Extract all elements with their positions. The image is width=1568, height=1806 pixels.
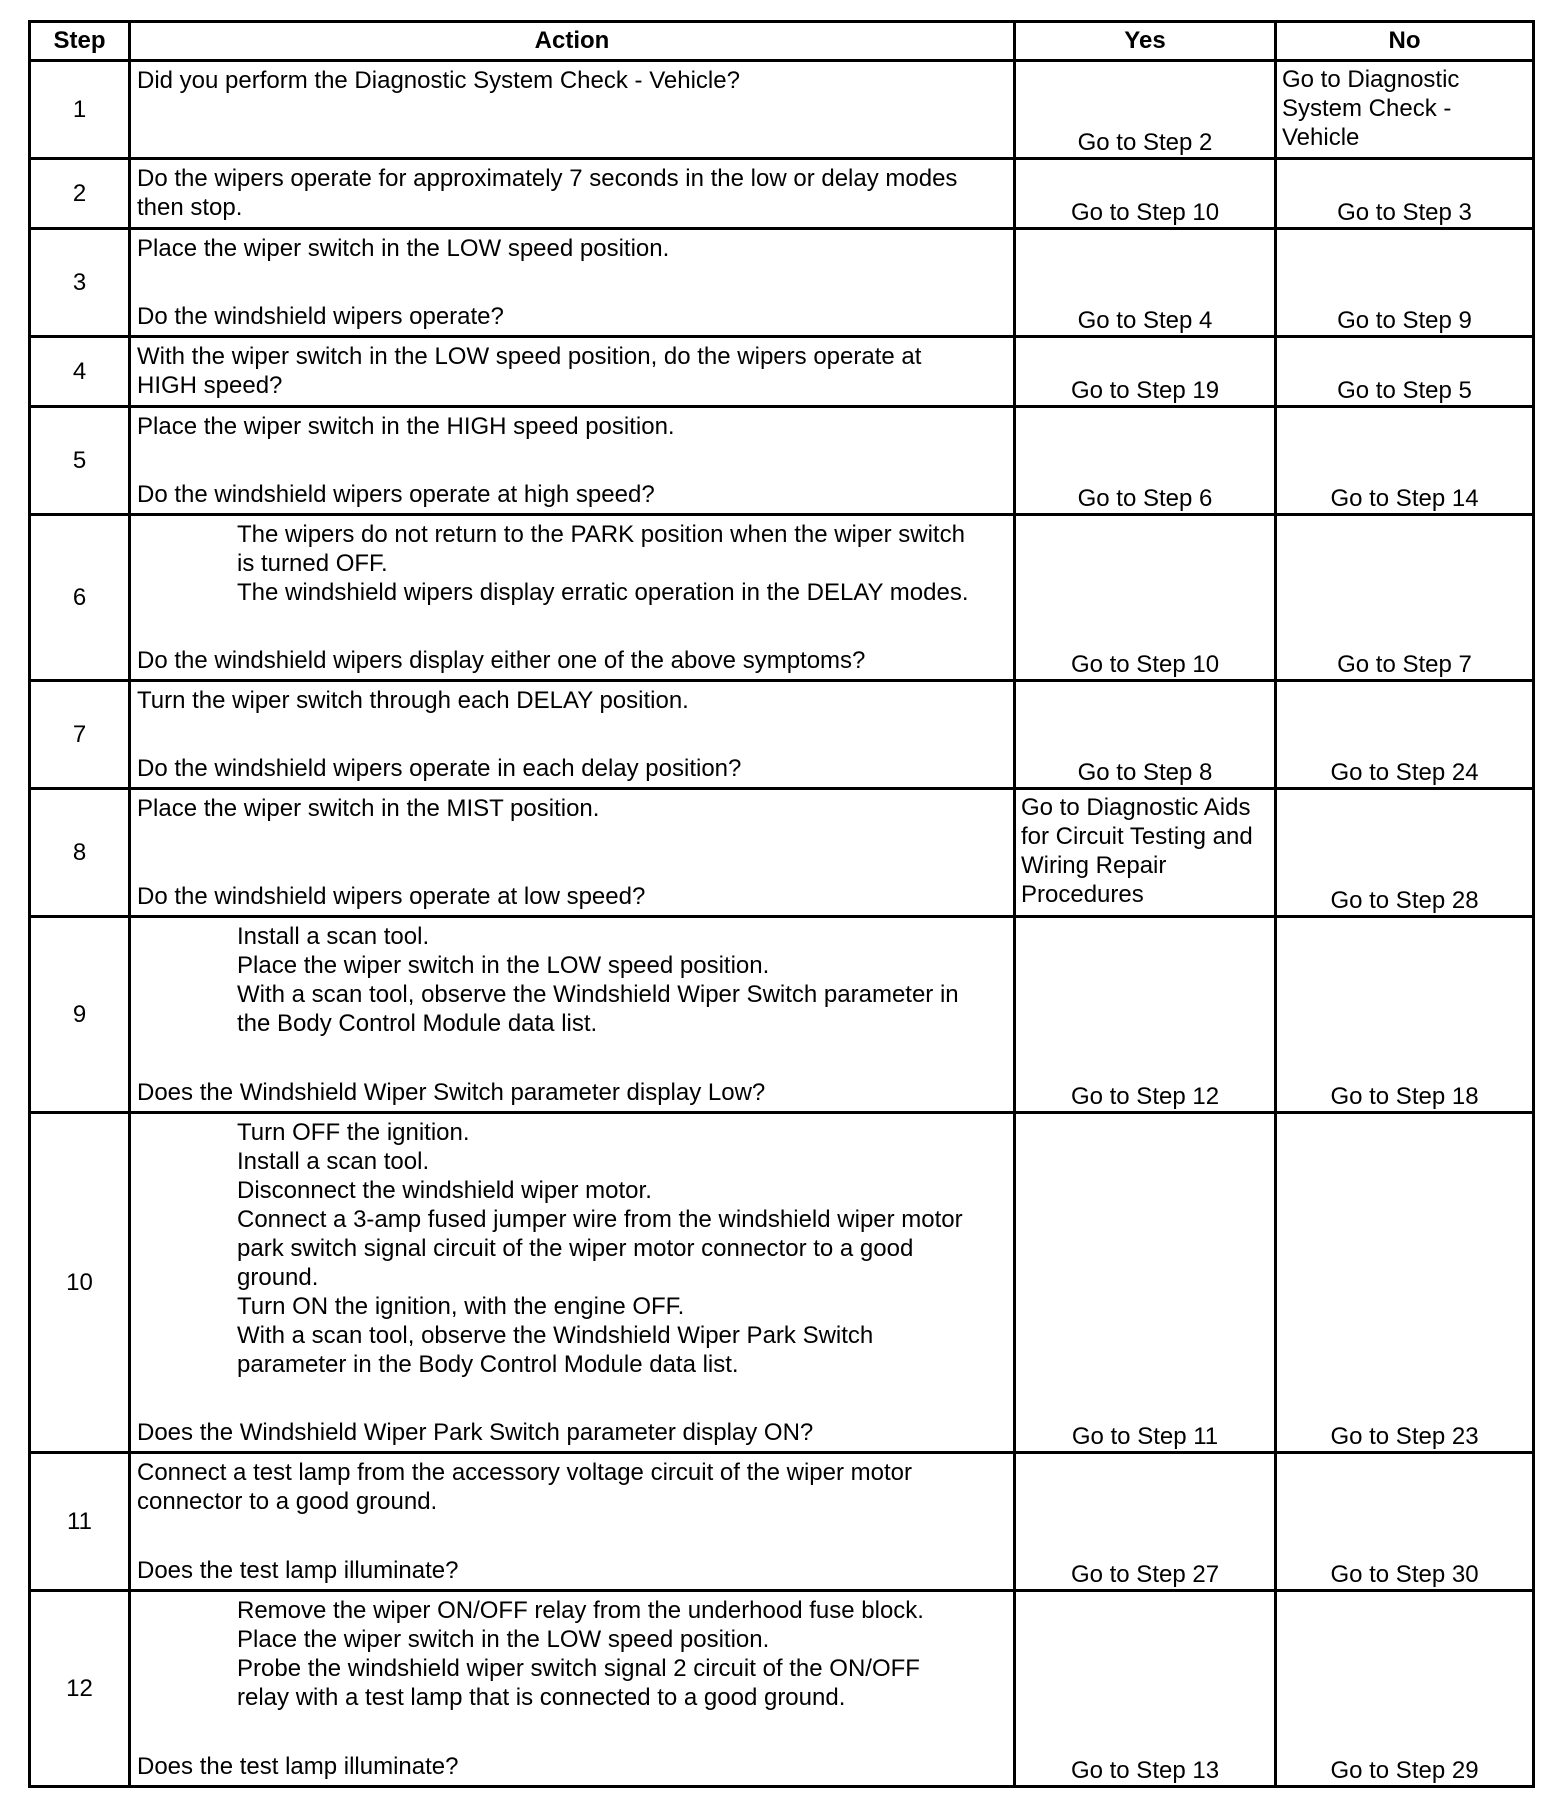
no-result: Go to Diagnostic System Check - Vehicle <box>1276 61 1534 159</box>
step-number: 5 <box>30 407 130 515</box>
action-question: Do the windshield wipers operate at low speed? <box>137 883 646 910</box>
action-cell <box>130 789 1015 917</box>
action-cell <box>130 917 1015 1113</box>
action-instructions <box>137 1458 1007 1516</box>
action-cell <box>130 229 1015 337</box>
action-question: Do the wipers operate for approximately 7 seconds in the low or delay modes then stop. <box>137 165 958 221</box>
table-row <box>30 407 1534 515</box>
no-result: Go to Step 24 <box>1276 681 1534 789</box>
instruction-line: Place the wiper switch in the HIGH speed position. <box>137 413 675 440</box>
instruction-line: Turn ON the ignition, with the engine OFF. <box>237 1293 685 1320</box>
instruction-line: Install a scan tool. <box>237 923 430 950</box>
header-step: Step <box>30 22 130 61</box>
action-question: Do the windshield wipers display either one of the above symptoms? <box>137 647 866 674</box>
action-cell <box>130 61 1015 159</box>
yes-result: Go to Step 2 <box>1015 61 1276 159</box>
action-cell <box>130 1453 1015 1591</box>
table-row <box>30 1591 1534 1787</box>
instruction-line: With a scan tool, observe the Windshield Wiper Park Switch parameter in the Body Control Module data list. <box>237 1322 874 1378</box>
action-cell <box>130 1591 1015 1787</box>
instruction-line: Connect a 3-amp fused jumper wire from the windshield wiper motor park switch signal circuit of the wiper motor connector to a good ground. <box>237 1206 963 1291</box>
action-question: Does the Windshield Wiper Switch parameter display Low? <box>137 1079 766 1106</box>
step-number: 11 <box>30 1453 130 1591</box>
table-row <box>30 1113 1534 1453</box>
action-cell <box>130 159 1015 229</box>
no-result: Go to Step 5 <box>1276 337 1534 407</box>
no-result: Go to Step 23 <box>1276 1113 1534 1453</box>
table-row <box>30 337 1534 407</box>
header-no: No <box>1276 22 1534 61</box>
action-question: Does the Windshield Wiper Park Switch parameter display ON? <box>137 1419 814 1446</box>
yes-result: Go to Step 10 <box>1015 159 1276 229</box>
action-instructions <box>137 412 1007 441</box>
step-number: 6 <box>30 515 130 681</box>
yes-result: Go to Step 10 <box>1015 515 1276 681</box>
action-instructions <box>137 1596 1007 1712</box>
action-question: Do the windshield wipers operate in each delay position? <box>137 755 742 782</box>
action-cell <box>130 515 1015 681</box>
table-row <box>30 789 1534 917</box>
action-question: Do the windshield wipers operate? <box>137 303 504 330</box>
yes-result: Go to Step 6 <box>1015 407 1276 515</box>
no-result: Go to Step 28 <box>1276 789 1534 917</box>
action-question: Do the windshield wipers operate at high speed? <box>137 481 655 508</box>
table-row <box>30 229 1534 337</box>
instruction-line: Connect a test lamp from the accessory voltage circuit of the wiper motor connector to a good ground. <box>137 1459 912 1515</box>
header-yes: Yes <box>1015 22 1276 61</box>
instruction-line: Turn OFF the ignition. <box>237 1119 470 1146</box>
instruction-line: Probe the windshield wiper switch signal 2 circuit of the ON/OFF relay with a test lamp that is connected to a good ground. <box>237 1655 920 1711</box>
yes-result: Go to Step 4 <box>1015 229 1276 337</box>
table-row <box>30 159 1534 229</box>
action-instructions <box>137 794 1007 823</box>
instruction-line: The windshield wipers display erratic operation in the DELAY modes. <box>237 579 969 606</box>
instruction-line: Place the wiper switch in the LOW speed position. <box>237 1626 770 1653</box>
yes-result: Go to Step 27 <box>1015 1453 1276 1591</box>
instruction-line: Disconnect the windshield wiper motor. <box>237 1177 652 1204</box>
action-question: Does the test lamp illuminate? <box>137 1753 459 1780</box>
action-cell <box>130 337 1015 407</box>
action-instructions <box>137 922 1007 1038</box>
step-number: 10 <box>30 1113 130 1453</box>
no-result: Go to Step 18 <box>1276 917 1534 1113</box>
no-result: Go to Step 14 <box>1276 407 1534 515</box>
yes-result: Go to Step 19 <box>1015 337 1276 407</box>
table-row <box>30 917 1534 1113</box>
action-instructions <box>137 686 1007 715</box>
action-cell <box>130 407 1015 515</box>
table-row <box>30 1453 1534 1591</box>
step-number: 2 <box>30 159 130 229</box>
action-instructions <box>137 234 1007 263</box>
action-instructions <box>137 1118 1007 1379</box>
step-number: 7 <box>30 681 130 789</box>
table-row <box>30 61 1534 159</box>
yes-result: Go to Step 12 <box>1015 917 1276 1113</box>
action-cell <box>130 681 1015 789</box>
instruction-line: Install a scan tool. <box>237 1148 430 1175</box>
header-action: Action <box>130 22 1015 61</box>
instruction-line: Place the wiper switch in the LOW speed position. <box>137 235 670 262</box>
step-number: 8 <box>30 789 130 917</box>
instruction-line: Place the wiper switch in the MIST position. <box>137 795 600 822</box>
no-result: Go to Step 7 <box>1276 515 1534 681</box>
no-result: Go to Step 30 <box>1276 1453 1534 1591</box>
no-result: Go to Step 29 <box>1276 1591 1534 1787</box>
diagnostic-table <box>28 20 1535 1788</box>
instruction-line: Turn the wiper switch through each DELAY position. <box>137 687 689 714</box>
instruction-line: Place the wiper switch in the LOW speed position. <box>237 952 770 979</box>
yes-result: Go to Step 13 <box>1015 1591 1276 1787</box>
step-number: 12 <box>30 1591 130 1787</box>
action-question: Does the test lamp illuminate? <box>137 1557 459 1584</box>
instruction-line: Remove the wiper ON/OFF relay from the underhood fuse block. <box>237 1597 924 1624</box>
action-cell <box>130 1113 1015 1453</box>
yes-result: Go to Step 11 <box>1015 1113 1276 1453</box>
action-question: Did you perform the Diagnostic System Check - Vehicle? <box>137 67 740 94</box>
yes-result: Go to Diagnostic Aids for Circuit Testing and Wiring Repair Procedures <box>1015 789 1276 917</box>
step-number: 9 <box>30 917 130 1113</box>
action-question: With the wiper switch in the LOW speed position, do the wipers operate at HIGH speed? <box>137 343 922 399</box>
step-number: 3 <box>30 229 130 337</box>
no-result: Go to Step 3 <box>1276 159 1534 229</box>
header-row <box>30 22 1534 61</box>
step-number: 4 <box>30 337 130 407</box>
step-number: 1 <box>30 61 130 159</box>
table-row <box>30 515 1534 681</box>
table-row <box>30 681 1534 789</box>
instruction-line: The wipers do not return to the PARK position when the wiper switch is turned OFF. <box>237 521 965 577</box>
no-result: Go to Step 9 <box>1276 229 1534 337</box>
yes-result: Go to Step 8 <box>1015 681 1276 789</box>
instruction-line: With a scan tool, observe the Windshield Wiper Switch parameter in the Body Control Module data list. <box>237 981 959 1037</box>
action-instructions <box>137 520 1007 607</box>
